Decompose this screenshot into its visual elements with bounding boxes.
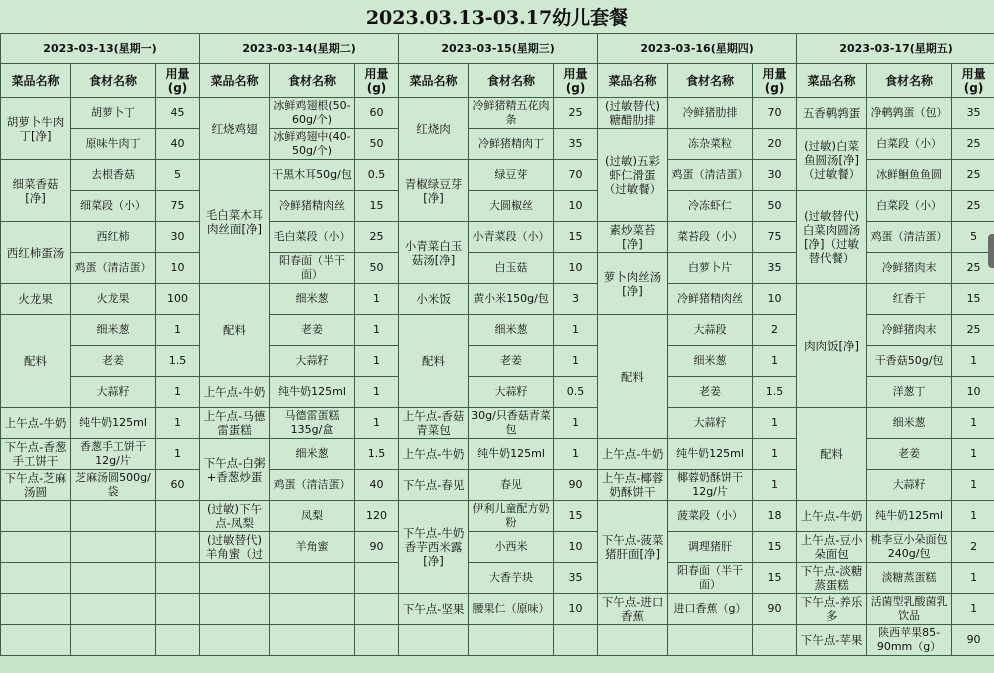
ingredient-name: 冷鲜猪肉末: [867, 315, 952, 346]
ingredient-amount: 1: [554, 315, 598, 346]
day-header: 2023-03-13(星期一): [1, 34, 200, 64]
ingredient-amount: 1: [355, 346, 399, 377]
ingredient-name: 纯牛奶125ml: [469, 439, 554, 470]
ingredient-name: 细米葱: [270, 439, 355, 470]
ingredient-amount: 1.5: [156, 346, 200, 377]
dish-name: 火龙果: [1, 284, 71, 315]
ingredient-name: 小西米: [469, 532, 554, 563]
column-header-amount: 用量(g): [952, 64, 994, 98]
ingredient-name: 30g/只香菇青菜包: [469, 408, 554, 439]
ingredient-name: 细米葱: [270, 284, 355, 315]
ingredient-amount: 1: [355, 408, 399, 439]
day-header: 2023-03-17(星期五): [797, 34, 994, 64]
ingredient-name: 老姜: [71, 346, 156, 377]
ingredient-name: 陕西苹果85-90mm（g）: [867, 625, 952, 656]
ingredient-name: 冰鲜鮰鱼鱼圆: [867, 160, 952, 191]
column-header-ingredient: 食材名称: [469, 64, 554, 98]
ingredient-name: 香葱手工饼干12g/片: [71, 439, 156, 470]
dish-name: (过敏)白菜鱼圆汤[净]（过敏餐）: [797, 129, 867, 191]
column-header-dish: 菜品名称: [399, 64, 469, 98]
empty-cell: [156, 563, 200, 594]
ingredient-name: 冷鲜猪精五花肉条: [469, 98, 554, 129]
ingredient-amount: 25: [952, 129, 994, 160]
ingredient-name: 大蒜籽: [270, 346, 355, 377]
empty-cell: [200, 625, 270, 656]
ingredient-amount: 90: [355, 532, 399, 563]
empty-cell: [1, 625, 71, 656]
ingredient-name: 西红柿: [71, 222, 156, 253]
ingredient-amount: 1: [554, 346, 598, 377]
ingredient-name: 白菜段（小）: [867, 129, 952, 160]
ingredient-amount: 1: [156, 377, 200, 408]
column-header-ingredient: 食材名称: [867, 64, 952, 98]
empty-cell: [156, 501, 200, 532]
empty-cell: [399, 625, 469, 656]
ingredient-amount: 1: [355, 315, 399, 346]
dish-name: 下午点-芝麻汤圆: [1, 470, 71, 501]
dish-name: 配料: [1, 315, 71, 408]
ingredient-amount: 1.5: [753, 377, 797, 408]
ingredient-name: 小青菜段（小）: [469, 222, 554, 253]
column-header-dish: 菜品名称: [200, 64, 270, 98]
ingredient-amount: 75: [156, 191, 200, 222]
dish-name: 上午点-牛奶: [399, 439, 469, 470]
ingredient-name: 纯牛奶125ml: [867, 501, 952, 532]
ingredient-amount: 30: [156, 222, 200, 253]
ingredient-amount: 15: [554, 501, 598, 532]
dish-name: 红烧鸡翅: [200, 98, 270, 160]
dish-name: 上午点-牛奶: [1, 408, 71, 439]
ingredient-name: 白萝卜片: [668, 253, 753, 284]
ingredient-amount: 25: [952, 315, 994, 346]
ingredient-amount: 2: [952, 532, 994, 563]
ingredient-name: 细米葱: [867, 408, 952, 439]
dish-name: 下午点-进口香蕉: [598, 594, 668, 625]
column-header-amount: 用量(g): [554, 64, 598, 98]
column-header-amount: 用量(g): [355, 64, 399, 98]
ingredient-amount: 10: [554, 532, 598, 563]
empty-cell: [270, 594, 355, 625]
ingredient-amount: 1: [952, 470, 994, 501]
ingredient-name: 老姜: [867, 439, 952, 470]
ingredient-amount: 10: [554, 594, 598, 625]
ingredient-name: 椰蓉奶酥饼干12g/片: [668, 470, 753, 501]
dish-name: 下午点-春见: [399, 470, 469, 501]
empty-cell: [71, 563, 156, 594]
ingredient-name: 冷鲜猪肉末: [867, 253, 952, 284]
ingredient-name: 冷鲜猪精肉丁: [469, 129, 554, 160]
ingredient-name: 冷鲜猪精肉丝: [668, 284, 753, 315]
ingredient-amount: 35: [554, 563, 598, 594]
ingredient-name: 鸡蛋（清洁蛋）: [71, 253, 156, 284]
ingredient-amount: 25: [554, 98, 598, 129]
ingredient-amount: 50: [355, 129, 399, 160]
ingredient-name: 细菜段（小）: [71, 191, 156, 222]
dish-name: 下午点-牛奶香芋西米露[净]: [399, 501, 469, 594]
empty-cell: [355, 625, 399, 656]
ingredient-name: 羊角蜜: [270, 532, 355, 563]
ingredient-amount: 18: [753, 501, 797, 532]
ingredient-amount: 40: [355, 470, 399, 501]
ingredient-name: 鸡蛋（清洁蛋）: [668, 160, 753, 191]
ingredient-amount: 1: [753, 439, 797, 470]
ingredient-amount: 1.5: [355, 439, 399, 470]
ingredient-name: 大蒜籽: [668, 408, 753, 439]
ingredient-name: 绿豆芽: [469, 160, 554, 191]
dish-name: 红烧肉: [399, 98, 469, 160]
ingredient-amount: 50: [355, 253, 399, 284]
ingredient-amount: 1: [156, 408, 200, 439]
ingredient-name: 腰果仁（原味）: [469, 594, 554, 625]
empty-cell: [156, 532, 200, 563]
ingredient-amount: 0.5: [554, 377, 598, 408]
ingredient-name: 冷冻虾仁: [668, 191, 753, 222]
ingredient-amount: 1: [156, 315, 200, 346]
ingredient-name: 纯牛奶125ml: [668, 439, 753, 470]
ingredient-amount: 45: [156, 98, 200, 129]
ingredient-amount: 100: [156, 284, 200, 315]
dish-name: (过敏)五彩虾仁滑蛋（过敏餐）: [598, 129, 668, 222]
ingredient-name: 马德雷蛋糕135g/盒: [270, 408, 355, 439]
dish-name: 细菜香菇[净]: [1, 160, 71, 222]
empty-cell: [554, 625, 598, 656]
dish-name: 下午点-淡糖蒸蛋糕: [797, 563, 867, 594]
dish-name: 上午点-香菇青菜包: [399, 408, 469, 439]
dish-name: 上午点-牛奶: [200, 377, 270, 408]
empty-cell: [355, 563, 399, 594]
ingredient-amount: 1: [952, 594, 994, 625]
ingredient-amount: 35: [753, 253, 797, 284]
day-header: 2023-03-16(星期四): [598, 34, 797, 64]
ingredient-name: 干香菇50g/包: [867, 346, 952, 377]
ingredient-amount: 5: [952, 222, 994, 253]
dish-name: 上午点-牛奶: [598, 439, 668, 470]
ingredient-amount: 1: [156, 439, 200, 470]
ingredient-name: 红香干: [867, 284, 952, 315]
dish-name: (过敏)下午点-凤梨: [200, 501, 270, 532]
ingredient-amount: 5: [156, 160, 200, 191]
ingredient-name: 细米葱: [71, 315, 156, 346]
column-header-dish: 菜品名称: [797, 64, 867, 98]
ingredient-name: 干黑木耳50g/包: [270, 160, 355, 191]
empty-cell: [200, 563, 270, 594]
empty-cell: [270, 625, 355, 656]
ingredient-name: 冰鲜鸡翅根(50-60g/个): [270, 98, 355, 129]
ingredient-amount: 1: [554, 408, 598, 439]
ingredient-amount: 10: [554, 253, 598, 284]
ingredient-amount: 15: [355, 191, 399, 222]
ingredient-name: 纯牛奶125ml: [270, 377, 355, 408]
dish-name: 配料: [598, 315, 668, 439]
ingredient-name: 鸡蛋（清洁蛋）: [270, 470, 355, 501]
ingredient-amount: 1: [952, 439, 994, 470]
empty-cell: [270, 563, 355, 594]
empty-cell: [71, 594, 156, 625]
dish-name: 下午点-菠菜猪肝面[净]: [598, 501, 668, 594]
ingredient-name: 净鹌鹑蛋（包）: [867, 98, 952, 129]
ingredient-name: 调理猪肝: [668, 532, 753, 563]
dish-name: 配料: [200, 284, 270, 377]
ingredient-amount: 1: [554, 439, 598, 470]
ingredient-name: 阳春面（半干面）: [270, 253, 355, 284]
ingredient-name: 淡糖蒸蛋糕: [867, 563, 952, 594]
dish-name: 下午点-苹果: [797, 625, 867, 656]
dish-name: 上午点-椰蓉奶酥饼干: [598, 470, 668, 501]
column-header-dish: 菜品名称: [1, 64, 71, 98]
column-header-dish: 菜品名称: [598, 64, 668, 98]
ingredient-amount: 50: [753, 191, 797, 222]
column-header-ingredient: 食材名称: [71, 64, 156, 98]
ingredient-name: 菜苔段（小）: [668, 222, 753, 253]
dish-name: 下午点-香葱手工饼干: [1, 439, 71, 470]
dish-name: 小米饭: [399, 284, 469, 315]
ingredient-name: 洋葱丁: [867, 377, 952, 408]
ingredient-amount: 40: [156, 129, 200, 160]
ingredient-name: 细米葱: [469, 315, 554, 346]
ingredient-amount: 1: [753, 346, 797, 377]
ingredient-amount: 1: [753, 470, 797, 501]
ingredient-name: 大香芋块: [469, 563, 554, 594]
menu-table: [0, 33, 994, 656]
ingredient-name: 鸡蛋（清洁蛋）: [867, 222, 952, 253]
dish-name: 毛白菜木耳肉丝面[净]: [200, 160, 270, 284]
ingredient-amount: 10: [753, 284, 797, 315]
ingredient-amount: 25: [355, 222, 399, 253]
ingredient-name: 芝麻汤圆500g/袋: [71, 470, 156, 501]
ingredient-name: 细米葱: [668, 346, 753, 377]
ingredient-name: 大蒜籽: [469, 377, 554, 408]
dish-name: 肉肉饭[净]: [797, 284, 867, 408]
dish-name: (过敏替代)糖醋肋排: [598, 98, 668, 129]
dish-name: 配料: [797, 408, 867, 501]
column-header-ingredient: 食材名称: [270, 64, 355, 98]
ingredient-name: 黄小米150g/包: [469, 284, 554, 315]
dish-name: 小青菜白玉菇汤[净]: [399, 222, 469, 284]
ingredient-amount: 1: [952, 563, 994, 594]
ingredient-amount: 35: [554, 129, 598, 160]
ingredient-name: 活菌型乳酸菌乳饮品: [867, 594, 952, 625]
dish-name: (过敏替代)羊角蜜（过: [200, 532, 270, 563]
empty-cell: [1, 594, 71, 625]
ingredient-name: 火龙果: [71, 284, 156, 315]
dish-name: 素炒菜苔[净]: [598, 222, 668, 253]
ingredient-amount: 60: [156, 470, 200, 501]
column-header-amount: 用量(g): [753, 64, 797, 98]
empty-cell: [668, 625, 753, 656]
dish-name: 上午点-马德雷蛋糕: [200, 408, 270, 439]
ingredient-name: 冷鲜猪精肉丝: [270, 191, 355, 222]
ingredient-amount: 120: [355, 501, 399, 532]
column-header-ingredient: 食材名称: [668, 64, 753, 98]
ingredient-amount: 35: [952, 98, 994, 129]
empty-cell: [156, 625, 200, 656]
column-header-amount: 用量(g): [156, 64, 200, 98]
ingredient-amount: 70: [554, 160, 598, 191]
ingredient-amount: 15: [952, 284, 994, 315]
ingredient-name: 毛白菜段（小）: [270, 222, 355, 253]
ingredient-name: 冻杂菜粒: [668, 129, 753, 160]
ingredient-amount: 75: [753, 222, 797, 253]
day-header: 2023-03-14(星期二): [200, 34, 399, 64]
page-title: 2023.03.13-03.17幼儿套餐: [0, 0, 994, 34]
ingredient-amount: 1: [952, 346, 994, 377]
ingredient-amount: 90: [753, 594, 797, 625]
ingredient-name: 冰鲜鸡翅中(40-50g/个): [270, 129, 355, 160]
scrollbar-handle[interactable]: [988, 234, 994, 268]
empty-cell: [1, 532, 71, 563]
ingredient-name: 纯牛奶125ml: [71, 408, 156, 439]
ingredient-amount: 25: [952, 253, 994, 284]
dish-name: 上午点-牛奶: [797, 501, 867, 532]
ingredient-name: 白菜段（小）: [867, 191, 952, 222]
ingredient-amount: 1: [952, 408, 994, 439]
ingredient-amount: 1: [753, 408, 797, 439]
ingredient-amount: 25: [952, 191, 994, 222]
ingredient-name: 大圆椒丝: [469, 191, 554, 222]
ingredient-amount: 0.5: [355, 160, 399, 191]
ingredient-name: 去根香菇: [71, 160, 156, 191]
ingredient-name: 桃李豆小朵面包240g/包: [867, 532, 952, 563]
ingredient-name: 白玉菇: [469, 253, 554, 284]
ingredient-amount: 15: [554, 222, 598, 253]
dish-name: 五香鹌鹑蛋: [797, 98, 867, 129]
ingredient-name: 伊利儿童配方奶粉: [469, 501, 554, 532]
empty-cell: [598, 625, 668, 656]
ingredient-amount: 1: [355, 284, 399, 315]
ingredient-amount: 30: [753, 160, 797, 191]
dish-name: 青椒绿豆芽[净]: [399, 160, 469, 222]
ingredient-amount: 90: [554, 470, 598, 501]
empty-cell: [71, 532, 156, 563]
dish-name: 上午点-豆小朵面包: [797, 532, 867, 563]
ingredient-amount: 1: [952, 501, 994, 532]
empty-cell: [156, 594, 200, 625]
dish-name: (过敏替代)白菜肉圆汤[净]（过敏替代餐）: [797, 191, 867, 284]
ingredient-name: 进口香蕉（g）: [668, 594, 753, 625]
empty-cell: [1, 501, 71, 532]
ingredient-name: 老姜: [668, 377, 753, 408]
ingredient-amount: 10: [156, 253, 200, 284]
dish-name: 下午点-养乐多: [797, 594, 867, 625]
ingredient-amount: 3: [554, 284, 598, 315]
ingredient-amount: 90: [952, 625, 994, 656]
ingredient-name: 凤梨: [270, 501, 355, 532]
ingredient-amount: 15: [753, 563, 797, 594]
dish-name: 下午点-白粥+香葱炒蛋: [200, 439, 270, 501]
ingredient-name: 大蒜籽: [867, 470, 952, 501]
ingredient-name: 老姜: [469, 346, 554, 377]
ingredient-name: 老姜: [270, 315, 355, 346]
empty-cell: [1, 563, 71, 594]
empty-cell: [753, 625, 797, 656]
empty-cell: [200, 594, 270, 625]
ingredient-amount: 1: [355, 377, 399, 408]
ingredient-name: 原味牛肉丁: [71, 129, 156, 160]
ingredient-amount: 2: [753, 315, 797, 346]
ingredient-name: 胡萝卜丁: [71, 98, 156, 129]
dish-name: 配料: [399, 315, 469, 408]
ingredient-amount: 25: [952, 160, 994, 191]
dish-name: 萝卜肉丝汤[净]: [598, 253, 668, 315]
empty-cell: [355, 594, 399, 625]
ingredient-amount: 20: [753, 129, 797, 160]
ingredient-name: 大蒜籽: [71, 377, 156, 408]
ingredient-name: 春见: [469, 470, 554, 501]
ingredient-name: 冷鲜猪肋排: [668, 98, 753, 129]
ingredient-amount: 60: [355, 98, 399, 129]
empty-cell: [71, 625, 156, 656]
ingredient-name: 阳春面（半干面）: [668, 563, 753, 594]
ingredient-name: 菠菜段（小）: [668, 501, 753, 532]
dish-name: 西红柿蛋汤: [1, 222, 71, 284]
ingredient-name: 大蒜段: [668, 315, 753, 346]
ingredient-amount: 10: [952, 377, 994, 408]
ingredient-amount: 15: [753, 532, 797, 563]
ingredient-amount: 70: [753, 98, 797, 129]
ingredient-amount: 10: [554, 191, 598, 222]
empty-cell: [71, 501, 156, 532]
day-header: 2023-03-15(星期三): [399, 34, 598, 64]
dish-name: 胡萝卜牛肉丁[净]: [1, 98, 71, 160]
empty-cell: [469, 625, 554, 656]
dish-name: 下午点-坚果: [399, 594, 469, 625]
